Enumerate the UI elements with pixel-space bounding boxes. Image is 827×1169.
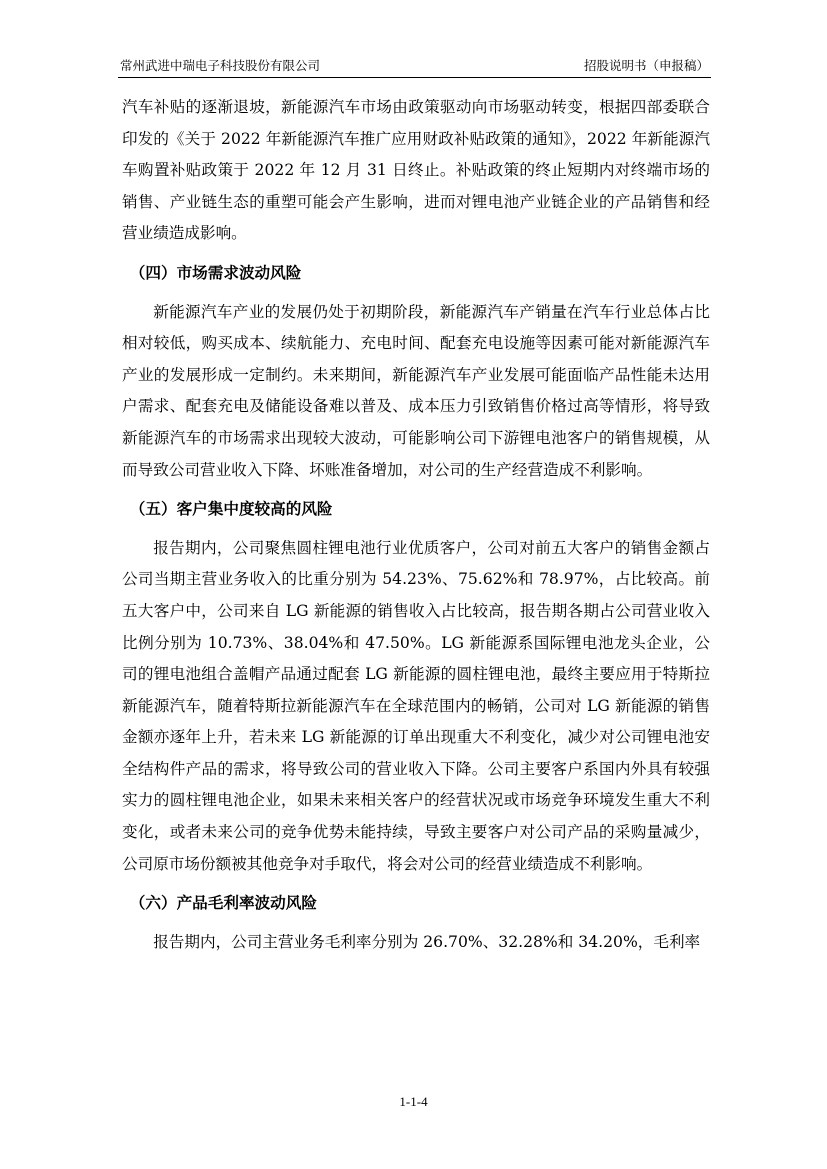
paragraph-gross-margin: 报告期内，公司主营业务毛利率分别为 26.70%、32.28%和 34.20%，毛利率 xyxy=(153,932,701,951)
page-header xyxy=(120,52,709,74)
paragraph-market-demand: 新能源汽车产业的发展仍处于初期阶段，新能源汽车产销量在汽车行业总体占比相对较低，购买成本、续航能力、充电时间、配套充电设施等因素可能对新能源汽车产业的发展形成一定制约。未来期间，新能源汽车产业发展可能面临产品性能未达用户需求、配套充电及储能设备难以普及、成本压力引致销售价格过高等情形，将导致新能源汽车的市场需求出现较大波动，可能影响公司下游锂电池客户的销售规模，从而导致公司营业收入下降、坏账准备增加，对公司的生产经营造成不利影响。 xyxy=(122,302,710,479)
section-heading-gross-margin: （六）产品毛利率波动风险 xyxy=(129,894,317,913)
paragraph-customer-concentration: 报告期内，公司聚焦圆柱锂电池行业优质客户，公司对前五大客户的销售金额占公司当期主营业务收入的比重分别为 54.23%、75.62%和 78.97%，占比较高。前五大客户中，公司来自 LG 新能源的销售收入占比较高，报告期各期占公司营业收入比例分别为 10.73%、38.04%和 47.50%。LG 新能源系国际锂电池龙头企业，公司的锂电池组合盖帽产品通过配套 LG 新能源的圆柱锂电池，最终主要应用于特斯拉新能源汽车，随着特斯拉新能源汽车在全球范围内的畅销，公司对 LG 新能源的销售金额亦逐年上升，若未来 LG 新能源的订单出现重大不利变化，减少对公司锂电池安全结构件产品的需求，将导致公司的营业收入下降。公司主要客户系国内外具有较强实力的圆柱锂电池企业，如果未来相关客户的经营状况或市场竞争环境发生重大不利变化，或者未来公司的竞争优势未能持续，导致主要客户对公司产品的采购量减少，公司原市场份额被其他竞争对手取代，将会对公司的经营业绩造成不利影响。 xyxy=(122,538,710,873)
page-number: 1-1-4 xyxy=(399,1094,428,1109)
header-company: 常州武进中瑞电子科技股份有限公司 xyxy=(120,58,321,73)
header-rule xyxy=(118,77,711,78)
paragraph-subsidy: 汽车补贴的逐渐退坡，新能源汽车市场由政策驱动向市场驱动转变，根据四部委联合印发的《关于 2022 年新能源汽车推广应用财政补贴政策的通知》，2022 年新能源汽车购置补贴政策于 2022 年 12 月 31 日终止。补贴政策的终止短期内对终端市场的销售、产业链生态的重塑可能会产生影响，进而对锂电池产业链企业的产品销售和经营业绩造成影响。 xyxy=(122,98,710,243)
header-doc-title: 招股说明书（申报稿） xyxy=(583,58,709,73)
section-heading-customer-concentration: （五）客户集中度较高的风险 xyxy=(129,500,333,519)
section-heading-market-demand: （四）市场需求波动风险 xyxy=(129,263,302,282)
page-body xyxy=(122,92,710,958)
